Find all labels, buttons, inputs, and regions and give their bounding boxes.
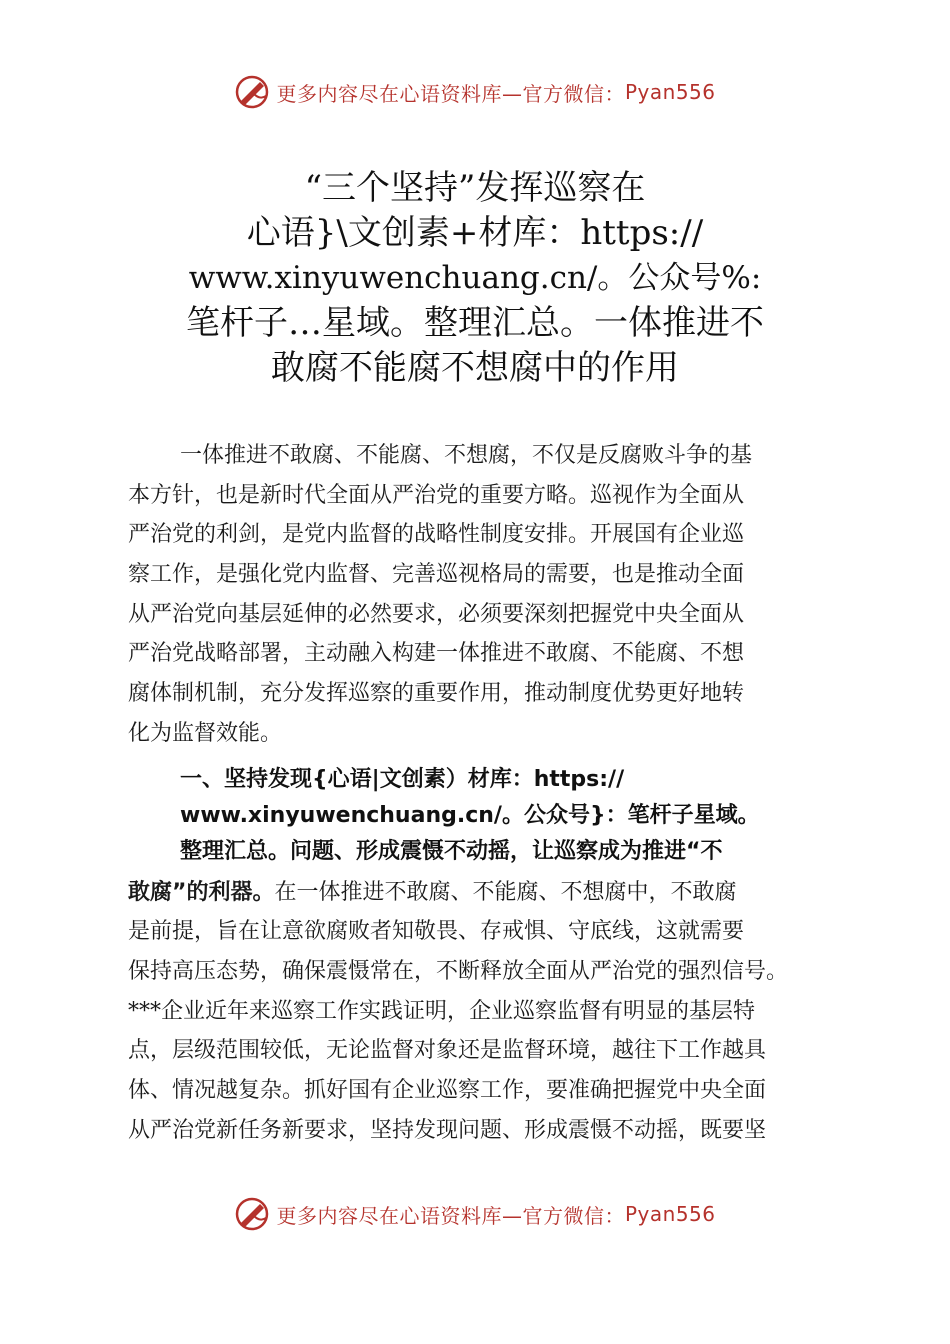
document-title xyxy=(60,166,890,391)
text-line: 察工作，是强化党内监督、完善巡视格局的需要，也是推动全面 xyxy=(128,562,745,587)
heading-line: 整理汇总。问题、形成震慑不动摇，让巡察成为推进“不 xyxy=(180,839,723,864)
text-line: ***企业近年来巡察工作实践证明，企业巡察监督有明显的基层特 xyxy=(128,999,756,1024)
text-line: 体、情况越复杂。抓好国有企业巡察工作，要准确把握党中央全面 xyxy=(128,1078,767,1103)
text-line: 严治党的利剑，是党内监督的战略性制度安排。开展国有企业巡 xyxy=(128,522,745,547)
watermark-banner-bottom xyxy=(0,1194,950,1234)
text-line: 严治党战略部署，主动融入构建一体推进不敢腐、不能腐、不想 xyxy=(128,641,745,666)
text-line xyxy=(128,878,736,908)
text-line: 点，层级范围较低，无论监督对象还是监督环境，越往下工作越具 xyxy=(128,1038,767,1063)
watermark-text: 更多内容尽在心语资料库—官方微信： xyxy=(276,1203,625,1228)
pen-logo-icon xyxy=(234,74,270,110)
heading-line: www.xinyuwenchuang.cn/。公众号}：笔杆子星域。 xyxy=(180,803,760,828)
title-line: www.xinyuwenchuang.cn/。公众号%: xyxy=(188,260,762,296)
pen-logo-icon xyxy=(234,1196,270,1232)
title-line: 心语}\文创素+材库：https:// xyxy=(246,213,704,253)
text-line: 一体推进不敢腐、不能腐、不想腐，不仅是反腐败斗争的基 xyxy=(180,443,753,468)
heading-line: 一、坚持发现{心语|文创素）材库：https:// xyxy=(180,767,625,792)
watermark-wechat-id: Pyan556 xyxy=(624,80,716,104)
text-line: 化为监督效能。 xyxy=(128,721,283,746)
paragraph-start: 在一体推进不敢腐、不能腐、不想腐中，不敢腐 xyxy=(274,880,737,905)
watermark-wechat-id: Pyan556 xyxy=(624,1202,716,1226)
text-line: 保持高压态势，确保震慑常在，不断释放全面从严治党的强烈信号。 xyxy=(128,959,789,984)
title-line: “三个坚持”发挥巡察在 xyxy=(304,168,646,208)
text-line: 是前提，旨在让意欲腐败者知敬畏、存戒惧、守底线，这就需要 xyxy=(128,919,745,944)
text-line: 从严治党向基层延伸的必然要求，必须要深刻把握党中央全面从 xyxy=(128,602,745,627)
text-line: 从严治党新任务新要求，坚持发现问题、形成震慑不动摇，既要坚 xyxy=(128,1118,767,1143)
title-line: 笔杆子…星域。整理汇总。一体推进不 xyxy=(186,303,764,343)
title-line: 敢腐不能腐不想腐中的作用 xyxy=(271,348,679,388)
text-line: 腐体制机制，充分发挥巡察的重要作用，推动制度优势更好地转 xyxy=(128,681,745,706)
text-line: 本方针，也是新时代全面从严治党的重要方略。巡视作为全面从 xyxy=(128,483,745,508)
watermark-text: 更多内容尽在心语资料库—官方微信： xyxy=(276,81,625,106)
watermark-banner-top xyxy=(0,72,950,112)
heading-tail: 敢腐”的利器。 xyxy=(128,880,275,905)
section-heading-1 xyxy=(180,762,860,870)
